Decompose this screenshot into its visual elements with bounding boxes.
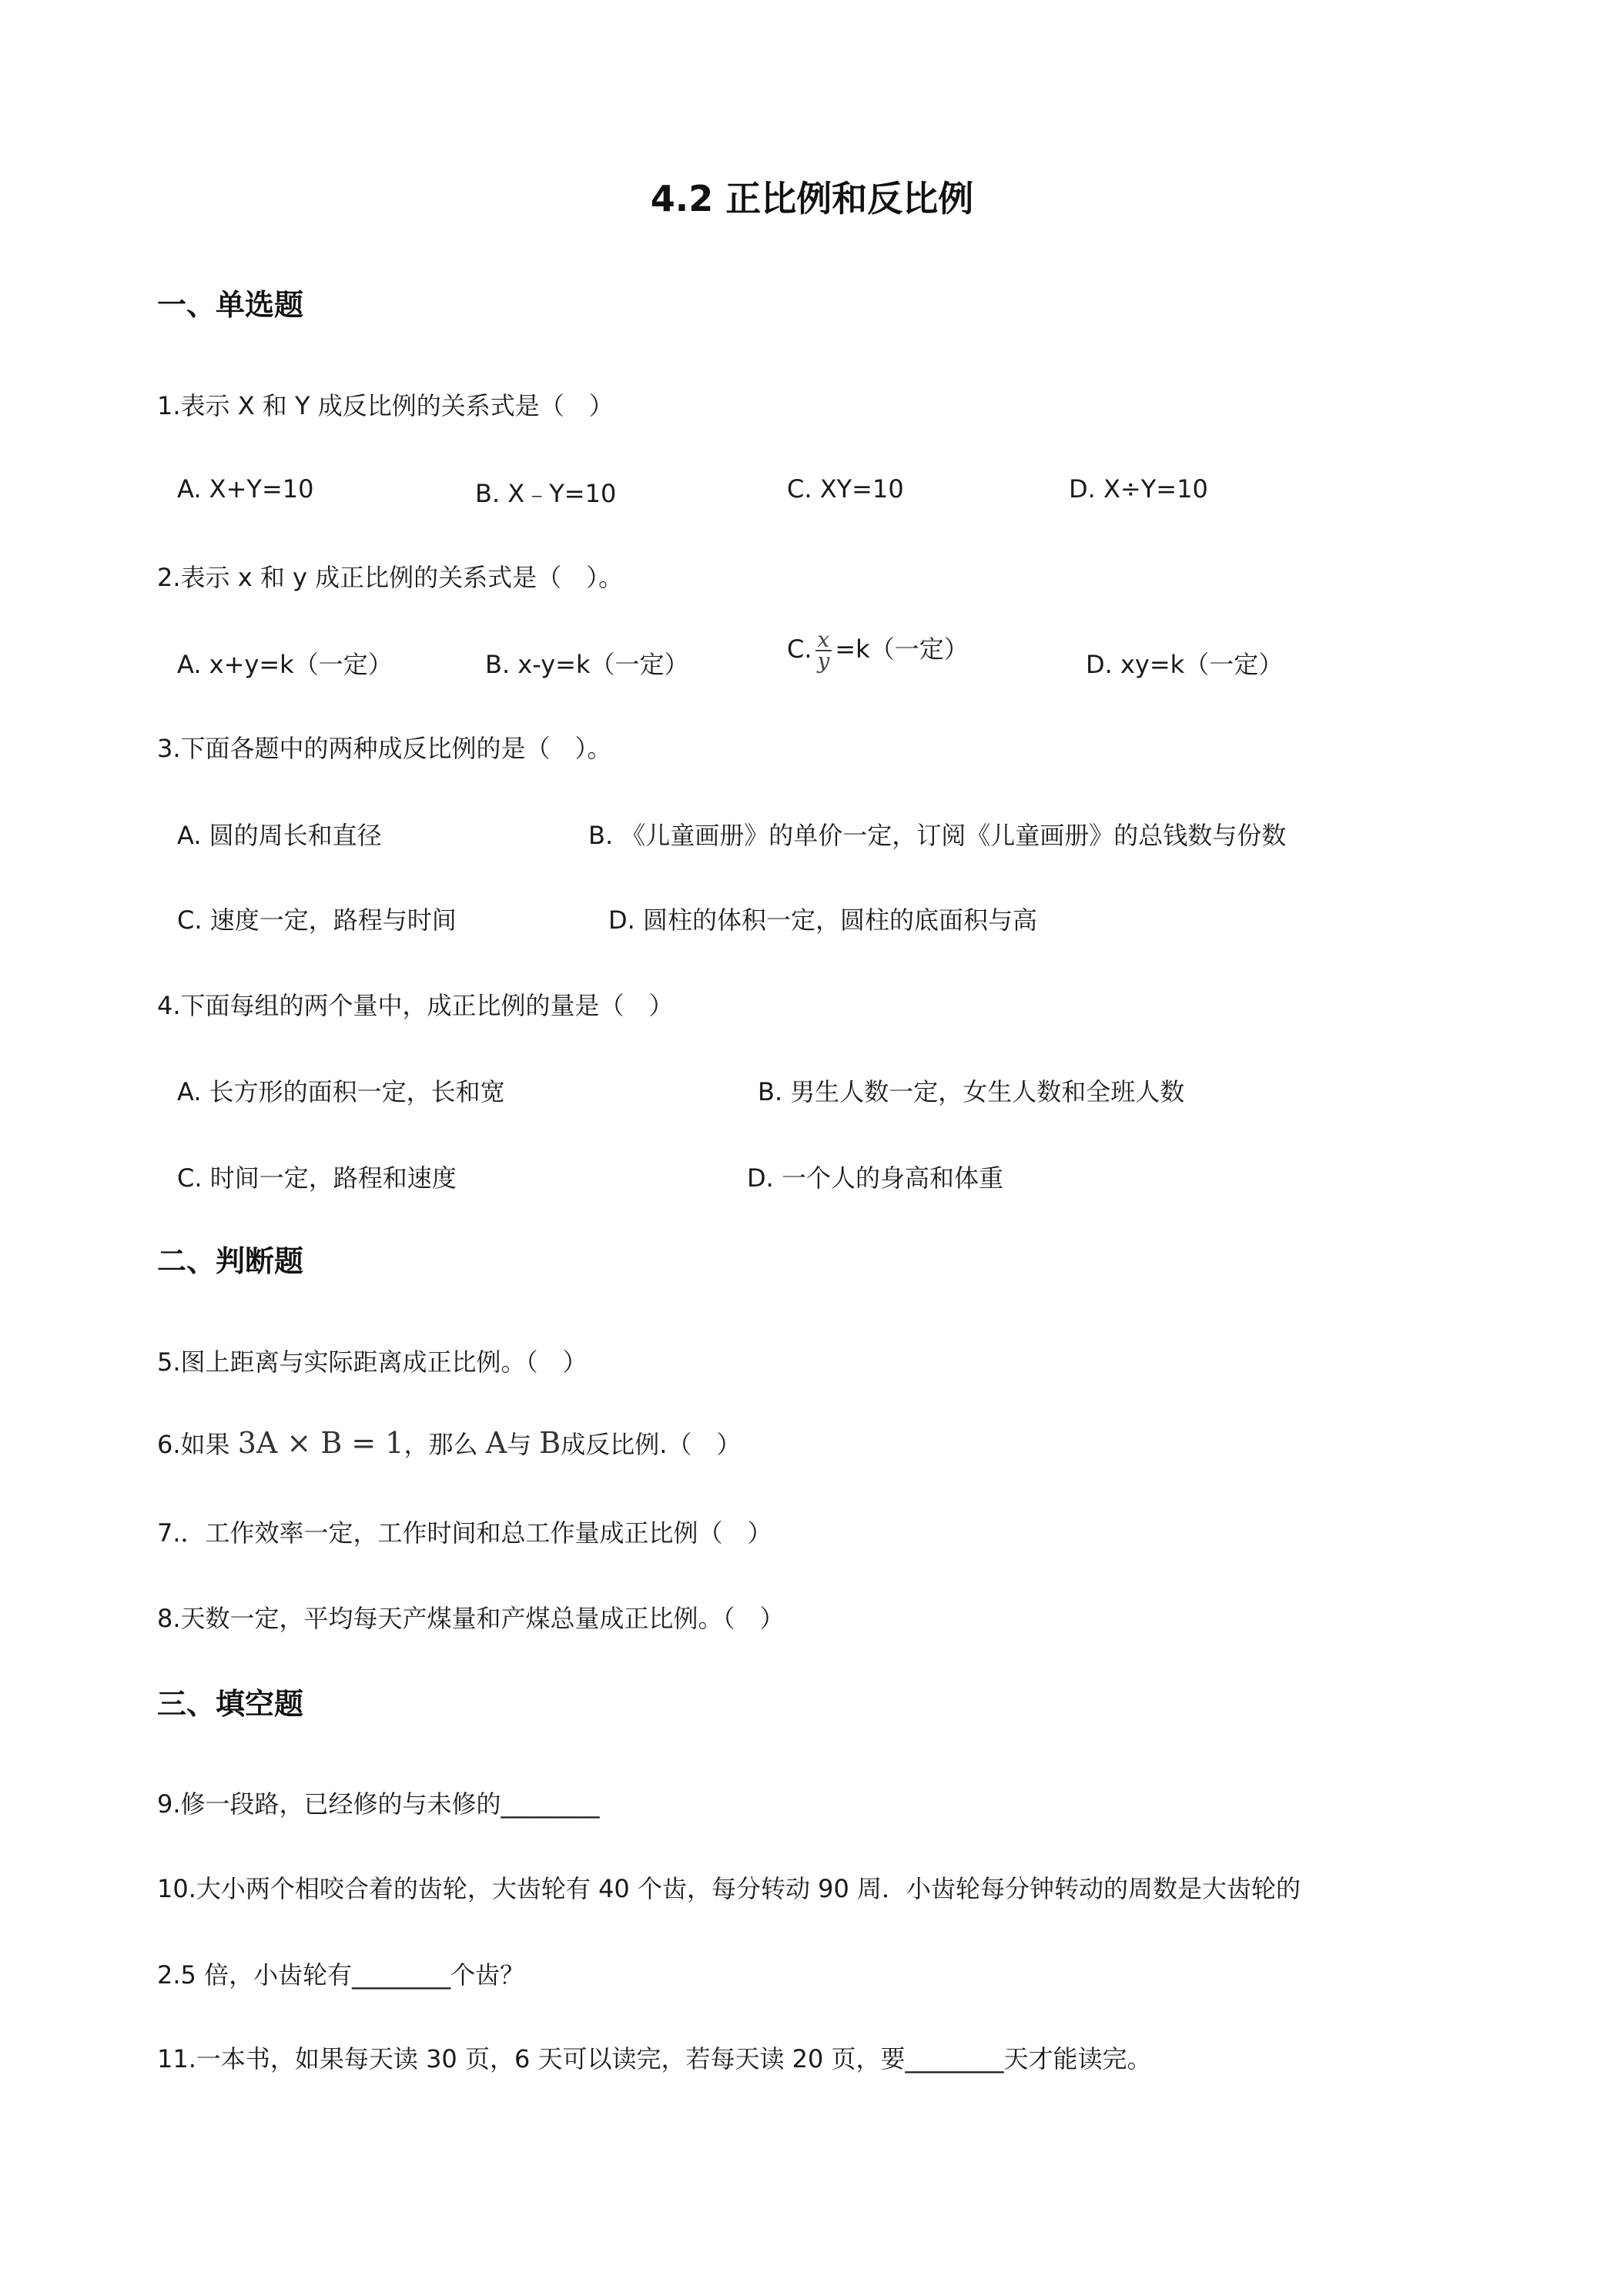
q4-option-c[interactable]: C. 时间一定，路程和速度 bbox=[177, 1163, 457, 1193]
q4-option-a[interactable]: A. 长方形的面积一定，长和宽 bbox=[177, 1077, 505, 1106]
q1-option-d[interactable]: D. X÷Y=10 bbox=[1069, 474, 1208, 504]
q1-option-b[interactable]: B. X﹣Y=10 bbox=[475, 479, 617, 508]
q1-option-c[interactable]: C. XY=10 bbox=[787, 474, 904, 504]
q4-option-d[interactable]: D. 一个人的身高和体重 bbox=[747, 1163, 1003, 1193]
question-10-line-1: 10.大小两个相咬合着的齿轮，大齿轮有 40 个齿，每分转动 90 周．小齿轮每分钟转动的周数是大齿轮的 bbox=[157, 1874, 1301, 1903]
question-4: 4.下面每组的两个量中，成正比例的量是（ ） bbox=[157, 991, 674, 1020]
q2-option-a[interactable]: A. x+y=k（一定） bbox=[177, 650, 393, 679]
question-6: 6.如果 3A × B = 1，那么 A与 B成反比例.（ ） bbox=[157, 1426, 742, 1460]
q2-option-c[interactable] bbox=[787, 627, 969, 674]
question-8: 8.天数一定，平均每天产煤量和产煤总量成正比例。（ ） bbox=[157, 1604, 785, 1633]
question-2: 2.表示 x 和 y 成正比例的关系式是（ ）。 bbox=[157, 563, 624, 592]
variable-b: B bbox=[539, 1426, 561, 1460]
question-7: 7.．工作效率一定，工作时间和总工作量成正比例（ ） bbox=[157, 1518, 772, 1548]
section-heading-single-choice: 一、单选题 bbox=[157, 288, 304, 322]
q2-option-c-suffix: =k（一定） bbox=[835, 634, 969, 664]
question-1: 1.表示 X 和 Y 成反比例的关系式是（ ） bbox=[157, 391, 614, 420]
section-heading-fill-in: 三、填空题 bbox=[157, 1687, 304, 1721]
q3-option-d[interactable]: D. 圆柱的体积一定，圆柱的底面积与高 bbox=[608, 905, 1037, 935]
question-10-line-2: 2.5 倍，小齿轮有________个齿？ bbox=[157, 1960, 525, 1990]
variable-a: A bbox=[485, 1426, 507, 1460]
q3-option-a[interactable]: A. 圆的周长和直径 bbox=[177, 821, 382, 850]
q3-option-b[interactable]: B. 《儿童画册》的单价一定，订阅《儿童画册》的总钱数与份数 bbox=[588, 821, 1287, 850]
section-heading-true-false: 二、判断题 bbox=[157, 1244, 304, 1278]
q1-option-a[interactable]: A. X+Y=10 bbox=[177, 474, 314, 504]
x-over-y-fraction: $\frac{x}{y}$ bbox=[815, 630, 832, 671]
question-11: 11.一本书，如果每天读 30 页，6 天可以读完，若每天读 20 页，要________天才能读完。 bbox=[157, 2044, 1152, 2073]
question-9: 9.修一段路，已经修的与未修的________ bbox=[157, 1789, 600, 1819]
q4-option-b[interactable]: B. 男生人数一定，女生人数和全班人数 bbox=[758, 1077, 1185, 1106]
q2-option-d[interactable]: D. xy=k（一定） bbox=[1086, 650, 1284, 679]
equation-3a-times-b: 3A × B = 1 bbox=[237, 1426, 404, 1460]
page-title: 4.2 正比例和反比例 bbox=[650, 178, 974, 219]
question-3: 3.下面各题中的两种成反比例的是（ ）。 bbox=[157, 734, 612, 763]
q2-option-b[interactable]: B. x-y=k（一定） bbox=[485, 650, 689, 679]
q2-option-c-label: C. bbox=[787, 634, 812, 664]
q3-option-c[interactable]: C. 速度一定，路程与时间 bbox=[177, 905, 457, 935]
question-5: 5.图上距离与实际距离成正比例。（ ） bbox=[157, 1347, 588, 1377]
